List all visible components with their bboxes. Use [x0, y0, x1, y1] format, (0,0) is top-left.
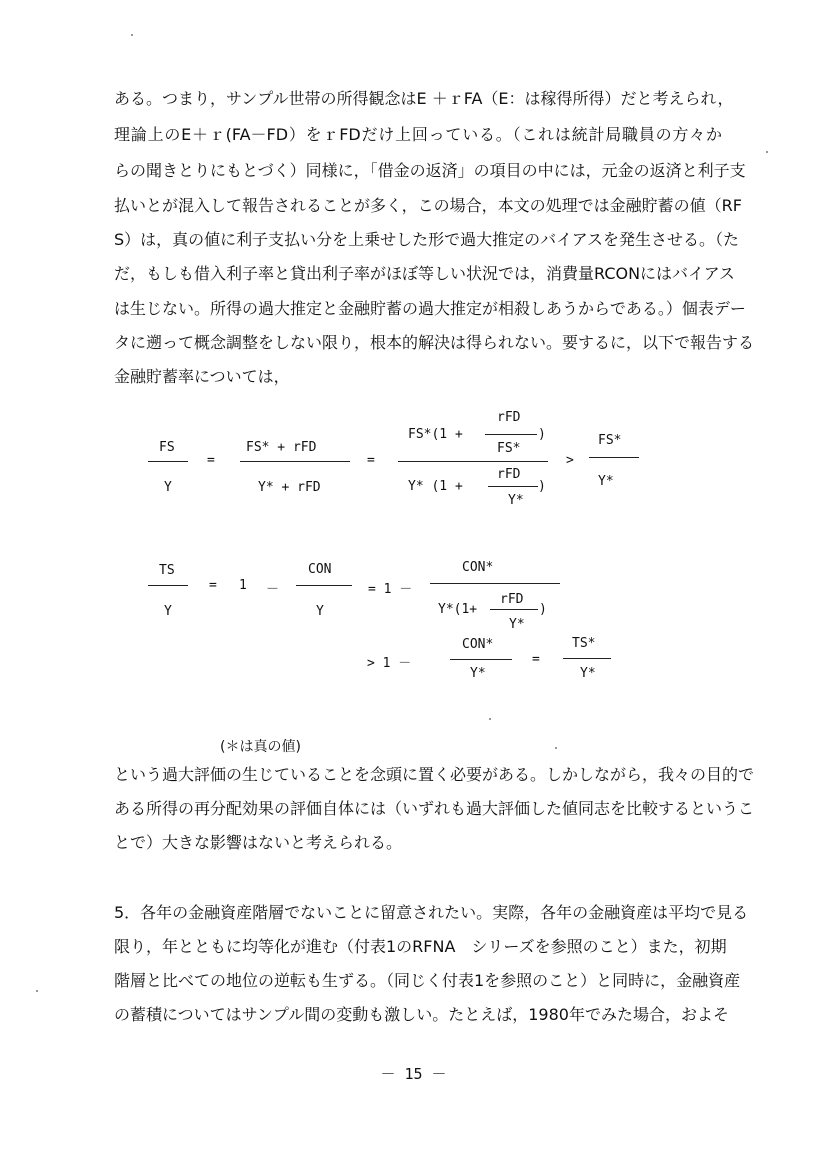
- fraction-bar: [240, 461, 350, 462]
- eq1-t3-den-frac-den: Y*: [508, 493, 524, 508]
- text-line: 階層と比べての地位の逆転も生ずる。（同じく付表1を参照のこと）と同時に，金融資産: [114, 971, 741, 990]
- equals-sign: =: [207, 453, 215, 468]
- text-line: は生じない。所得の過大推定と金融貯蓄の過大推定が相殺しあうからである。）個表デー: [114, 299, 746, 318]
- eq1-t3-den-frac-num: rFD: [497, 467, 521, 482]
- eq1-t3-num-a: FS*(1 +: [408, 427, 463, 442]
- eq2-t3-den-frac-num: rFD: [500, 592, 524, 607]
- scan-speck: [555, 747, 557, 749]
- eq2-lhs-denominator: Y: [164, 604, 172, 619]
- eq1-t3-den-a: Y* (1 +: [408, 479, 463, 494]
- equals-sign: =: [532, 652, 540, 667]
- eq2-t5-denominator: Y*: [580, 666, 596, 681]
- equals-sign: =: [209, 578, 217, 593]
- scan-speck: [131, 34, 133, 36]
- eq2-t3-numerator: CON*: [462, 560, 494, 575]
- equals-one-minus: = 1 －: [368, 582, 413, 597]
- eq1-rhs-numerator: FS*: [598, 433, 622, 448]
- eq2-t3-den-frac-den: Y*: [509, 617, 525, 632]
- text-line: タに遡って概念調整をしない限り，根本的解決は得られない。要するに，以下で報告する: [114, 333, 755, 352]
- fraction-bar: [485, 434, 537, 435]
- one: 1: [239, 578, 247, 593]
- page-number: － 15 －: [380, 1065, 447, 1083]
- text-line: 金融貯蓄率については，: [114, 367, 290, 386]
- eq1-lhs-denominator: Y: [164, 480, 172, 495]
- text-line: とで）大きな影響はないと考えられる。: [114, 833, 403, 852]
- eq1-t3-num-close: ): [538, 427, 546, 442]
- eq1-t3-num-frac-den: FS*: [497, 441, 521, 456]
- fraction-bar: [563, 658, 611, 659]
- fraction-bar: [488, 486, 538, 487]
- scan-speck: [36, 990, 38, 992]
- text-line: 理論上のE＋ｒ(FA－FD）をｒFDだけ上回っている。（これは統計局職員の方々か: [114, 125, 722, 144]
- fraction-bar: [490, 609, 538, 610]
- text-line: ある。つまり，サンプル世帯の所得観念はE ＋ｒFA（E：は稼得所得）だと考えられ，: [114, 89, 734, 108]
- eq2-t3-den-a: Y*(1+: [438, 602, 478, 617]
- text-line: だ，もしも借入利子率と貸出利子率がほぼ等しい状況では，消費量RCONにはバイアス: [114, 264, 735, 283]
- text-line: という過大評価の生じていることを念頭に置く必要がある。しかしながら，我々の目的で: [114, 765, 755, 784]
- eq2-term2-numerator: CON: [308, 562, 332, 577]
- equals-sign: =: [367, 453, 375, 468]
- eq1-rhs-denominator: Y*: [598, 474, 614, 489]
- fraction-bar: [398, 461, 548, 462]
- eq2-t4-numerator: CON*: [462, 637, 494, 652]
- eq2-t5-numerator: TS*: [572, 636, 596, 651]
- text-line: 払いとが混入して報告されることが多く，この場合，本文の処理では金融貯蓄の値（RF: [114, 196, 743, 215]
- fraction-bar: [296, 585, 352, 586]
- text-line: ある所得の再分配効果の評価自体には（いずれも過大評価した値同志を比較するというこ: [114, 799, 755, 818]
- eq2-t4-denominator: Y*: [470, 666, 486, 681]
- fraction-bar: [148, 585, 188, 586]
- text-line: の蓄積についてはサンプル間の変動も激しい。たとえば，1980年でみた場合，およそ: [114, 1005, 729, 1024]
- greater-than-sign: >: [566, 453, 574, 468]
- text-line: 5．各年の金融資産階層でないことに留意されたい。実際，各年の金融資産は平均で見る: [114, 903, 749, 922]
- minus-sign: －: [266, 582, 280, 597]
- eq2-term2-denominator: Y: [316, 604, 324, 619]
- eq1-term2-numerator: FS* + rFD: [246, 440, 317, 455]
- text-line: 限り，年とともに均等化が進む（付表1のRFNA シリーズを参照のこと）また，初期: [114, 937, 727, 956]
- eq1-term2-denominator: Y* + rFD: [258, 480, 321, 495]
- fraction-bar: [148, 461, 188, 462]
- eq1-t3-den-close: ): [538, 479, 546, 494]
- greater-than-one-minus: > 1 －: [367, 656, 412, 671]
- fraction-bar: [589, 457, 639, 458]
- eq1-t3-num-frac-num: rFD: [497, 410, 521, 425]
- eq2-lhs-numerator: TS: [159, 563, 175, 578]
- scan-speck: [766, 151, 768, 153]
- eq1-lhs-numerator: FS: [159, 440, 175, 455]
- true-value-note: (＊は真の値): [220, 739, 301, 755]
- text-line: らの聞きとりにもとづく）同様に，「借金の返済」の項目の中には，元金の返済と利子支: [114, 161, 746, 180]
- text-line: S）は，真の値に利子支払い分を上乗せした形で過大推定のバイアスを発生させる。（た: [114, 230, 740, 249]
- fraction-bar: [450, 659, 512, 660]
- eq2-t3-den-close: ): [539, 602, 547, 617]
- scan-speck: [489, 718, 491, 720]
- fraction-bar: [430, 583, 560, 584]
